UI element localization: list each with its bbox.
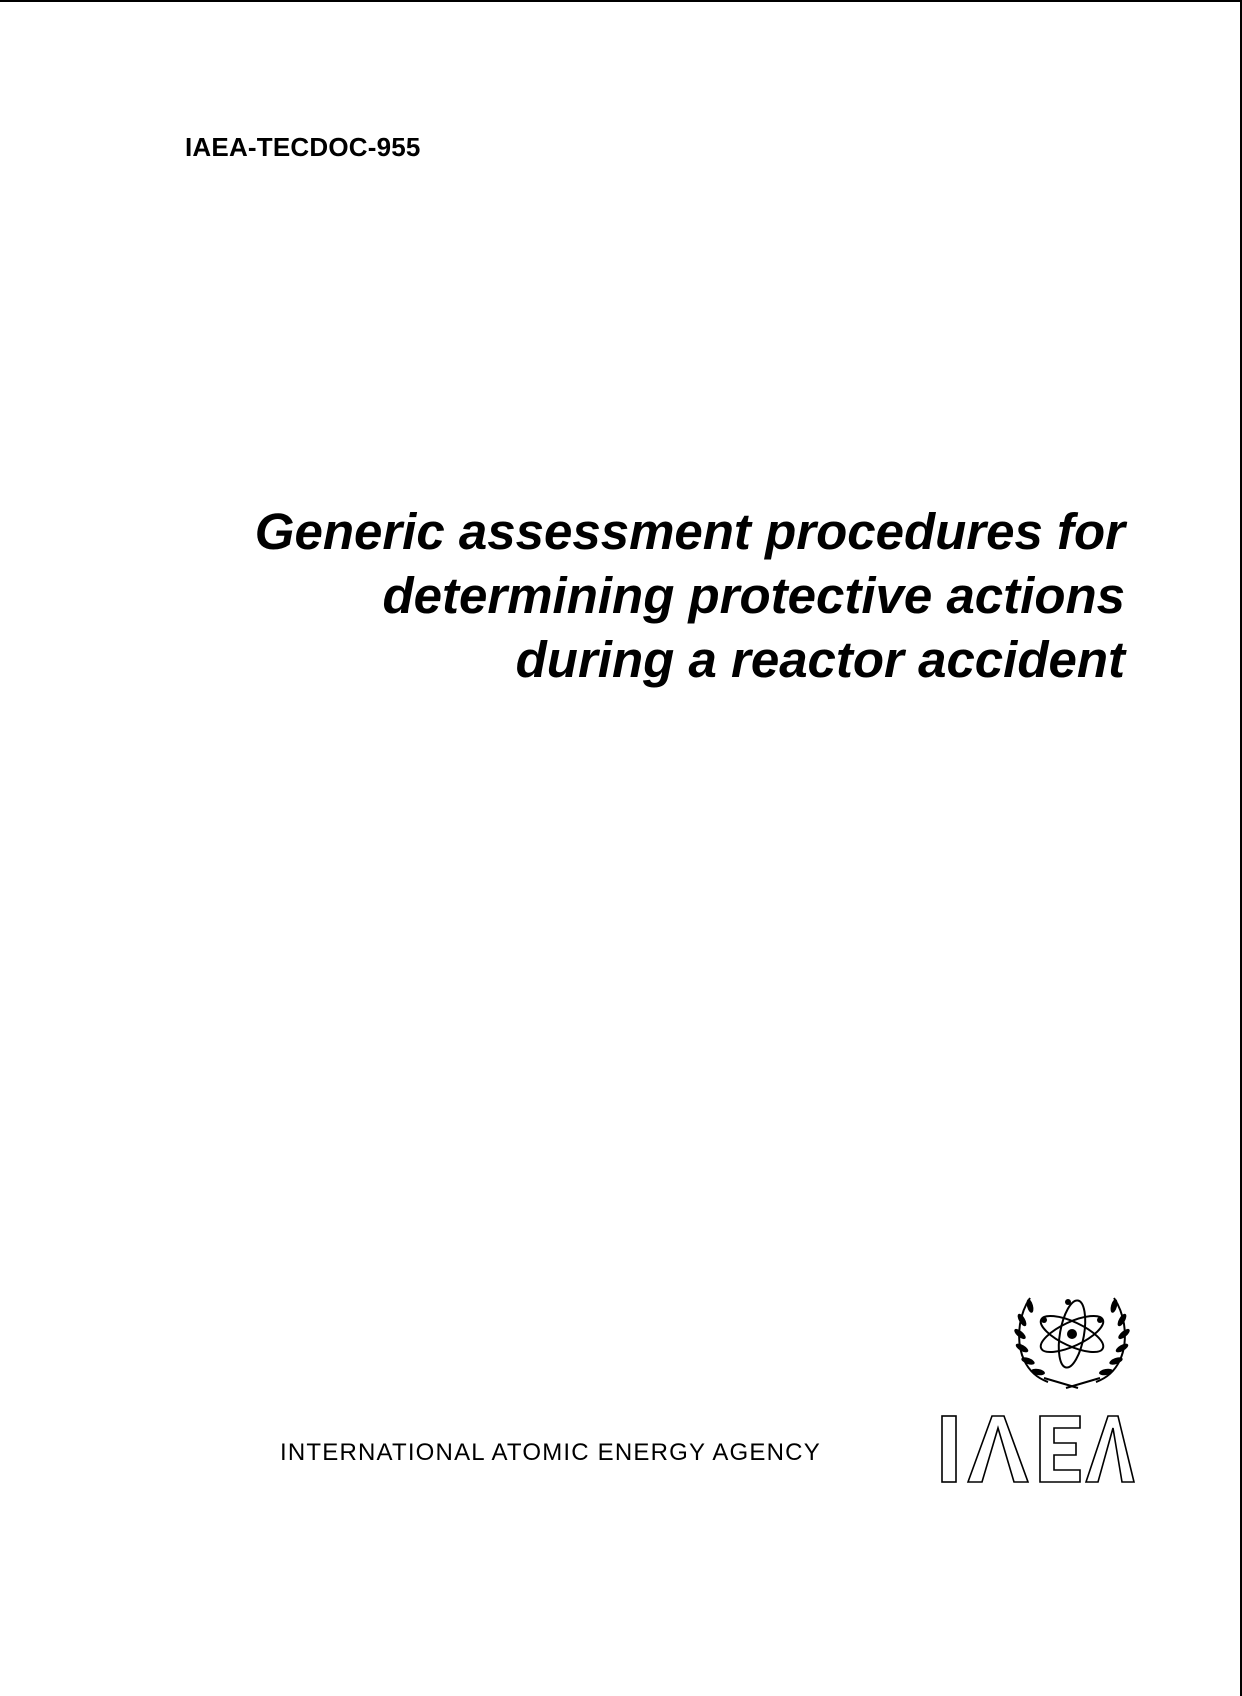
iaea-logo-wordmark xyxy=(940,1414,1136,1484)
iaea-atom-wreath-emblem-icon xyxy=(1008,1282,1136,1392)
publisher-name: INTERNATIONAL ATOMIC ENERGY AGENCY xyxy=(280,1439,821,1466)
document-title xyxy=(125,500,1125,692)
document-series-number: IAEA-TECDOC-955 xyxy=(185,132,421,162)
title-line-3: during a reactor accident xyxy=(515,631,1125,688)
title-line-1: Generic assessment procedures for xyxy=(254,503,1125,560)
page-border-top xyxy=(0,0,1242,2)
title-line-2: determining protective actions xyxy=(382,567,1125,624)
